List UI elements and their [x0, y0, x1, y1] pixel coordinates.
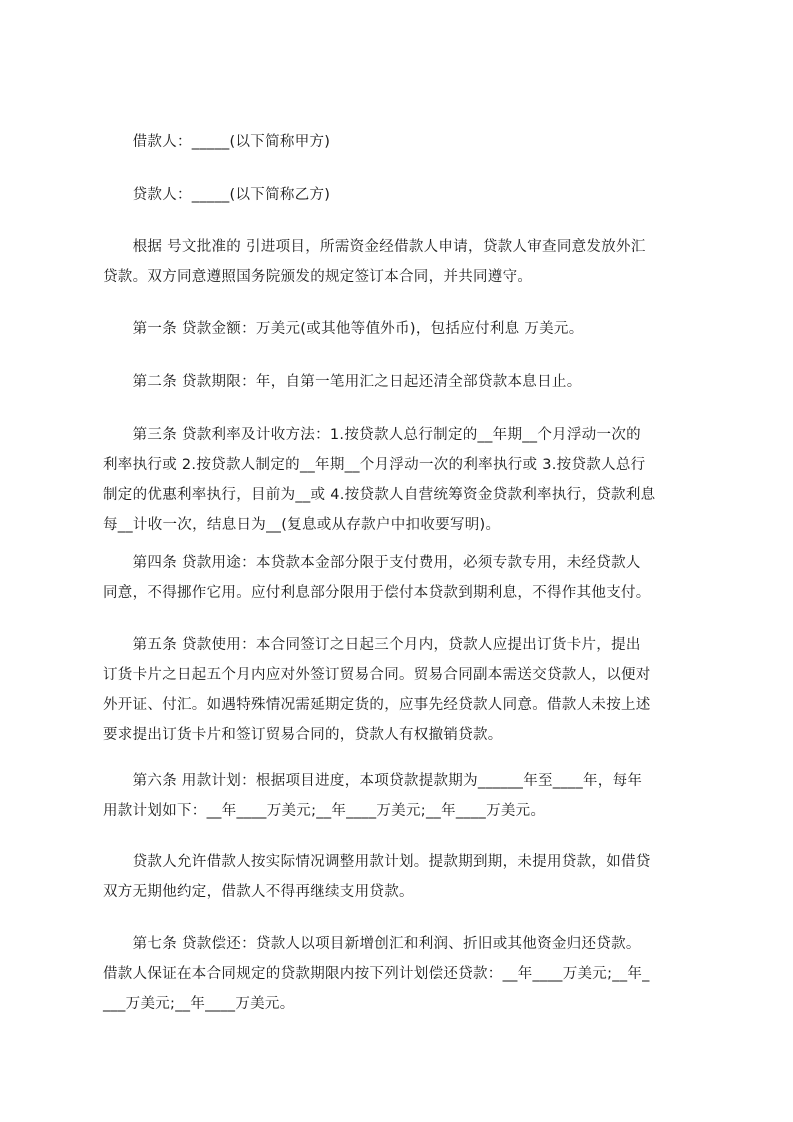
paragraph-article-6 — [103, 766, 703, 826]
paragraph-article-1 — [103, 314, 703, 344]
text-line: 第一条 贷款金额：万美元(或其他等值外币)，包括应付利息 万美元。 — [103, 321, 584, 337]
text-line: 第三条 贷款利率及计收方法：1.按贷款人总行制定的__年期__个月浮动一次的 — [103, 427, 641, 443]
text-line: 根据 号文批准的 引进项目，所需资金经借款人申请，贷款人审查同意发放外汇 — [103, 239, 646, 255]
paragraph-article-4 — [103, 548, 703, 608]
text-line: 借款人保证在本合同规定的贷款期限内按下列计划偿还贷款：__年____万美元;__年_ — [103, 966, 650, 982]
text-line: 制定的优惠利率执行，目前为__或 4.按贷款人自营统筹资金贷款利率执行，贷款利息 — [103, 487, 656, 503]
text-line: 第六条 用款计划：根据项目进度，本项贷款提款期为______年至____年，每年 — [103, 773, 643, 789]
text-line: 贷款人允许借款人按实际情况调整用款计划。提款期到期，未提用贷款，如借贷 — [103, 854, 651, 870]
text-line: 外开证、付汇。如遇特殊情况需延期定货的，应事先经贷款人同意。借款人未按上述 — [103, 697, 651, 713]
text-line: 同意，不得挪作它用。应付利息部分限用于偿付本贷款到期利息，不得作其他支付。 — [103, 585, 651, 601]
paragraph-lender — [103, 180, 703, 210]
text-line: 订货卡片之日起五个月内应对外签订贸易合同。贸易合同副本需送交贷款人，以便对 — [103, 667, 651, 683]
paragraph-article-3 — [103, 420, 703, 540]
text-line: 利率执行或 2.按贷款人制定的__年期__个月浮动一次的利率执行或 3.按贷款人总行 — [103, 457, 646, 473]
text-line: 要求提出订货卡片和签订贸易合同的，贷款人有权撤销贷款。 — [103, 727, 503, 743]
text-line: 用款计划如下：__年____万美元;__年____万美元;__年____万美元。 — [103, 803, 546, 819]
text-line: 第五条 贷款使用：本合同签订之日起三个月内，贷款人应提出订货卡片，提出 — [103, 637, 641, 653]
text-line: 借款人：_____(以下简称甲方) — [103, 134, 331, 150]
text-line: 第二条 贷款期限：年，自第一笔用汇之日起还清全部贷款本息日止。 — [103, 374, 582, 390]
text-line: 第七条 贷款偿还：贷款人以项目新增创汇和利润、折旧或其他资金归还贷款。 — [103, 936, 641, 952]
paragraph-article-7 — [103, 929, 703, 1019]
text-line: 贷款。双方同意遵照国务院颁发的规定签订本合同，并共同遵守。 — [103, 269, 533, 285]
text-line: 第四条 贷款用途：本贷款本金部分限于支付费用，必须专款专用，未经贷款人 — [103, 555, 641, 571]
paragraph-borrower — [103, 127, 703, 157]
paragraph-preamble — [103, 232, 703, 292]
text-line: 每__计收一次，结息日为__(复息或从存款户中扣收要写明)。 — [103, 517, 501, 533]
paragraph-article-2 — [103, 367, 703, 397]
text-line: ___万美元;__年____万美元。 — [103, 996, 295, 1012]
paragraph-article-5 — [103, 630, 703, 750]
text-line: 贷款人：_____(以下简称乙方) — [103, 187, 331, 203]
paragraph-article-6-adjustment — [103, 847, 703, 907]
text-line: 双方无期他约定，借款人不得再继续支用贷款。 — [103, 884, 414, 900]
